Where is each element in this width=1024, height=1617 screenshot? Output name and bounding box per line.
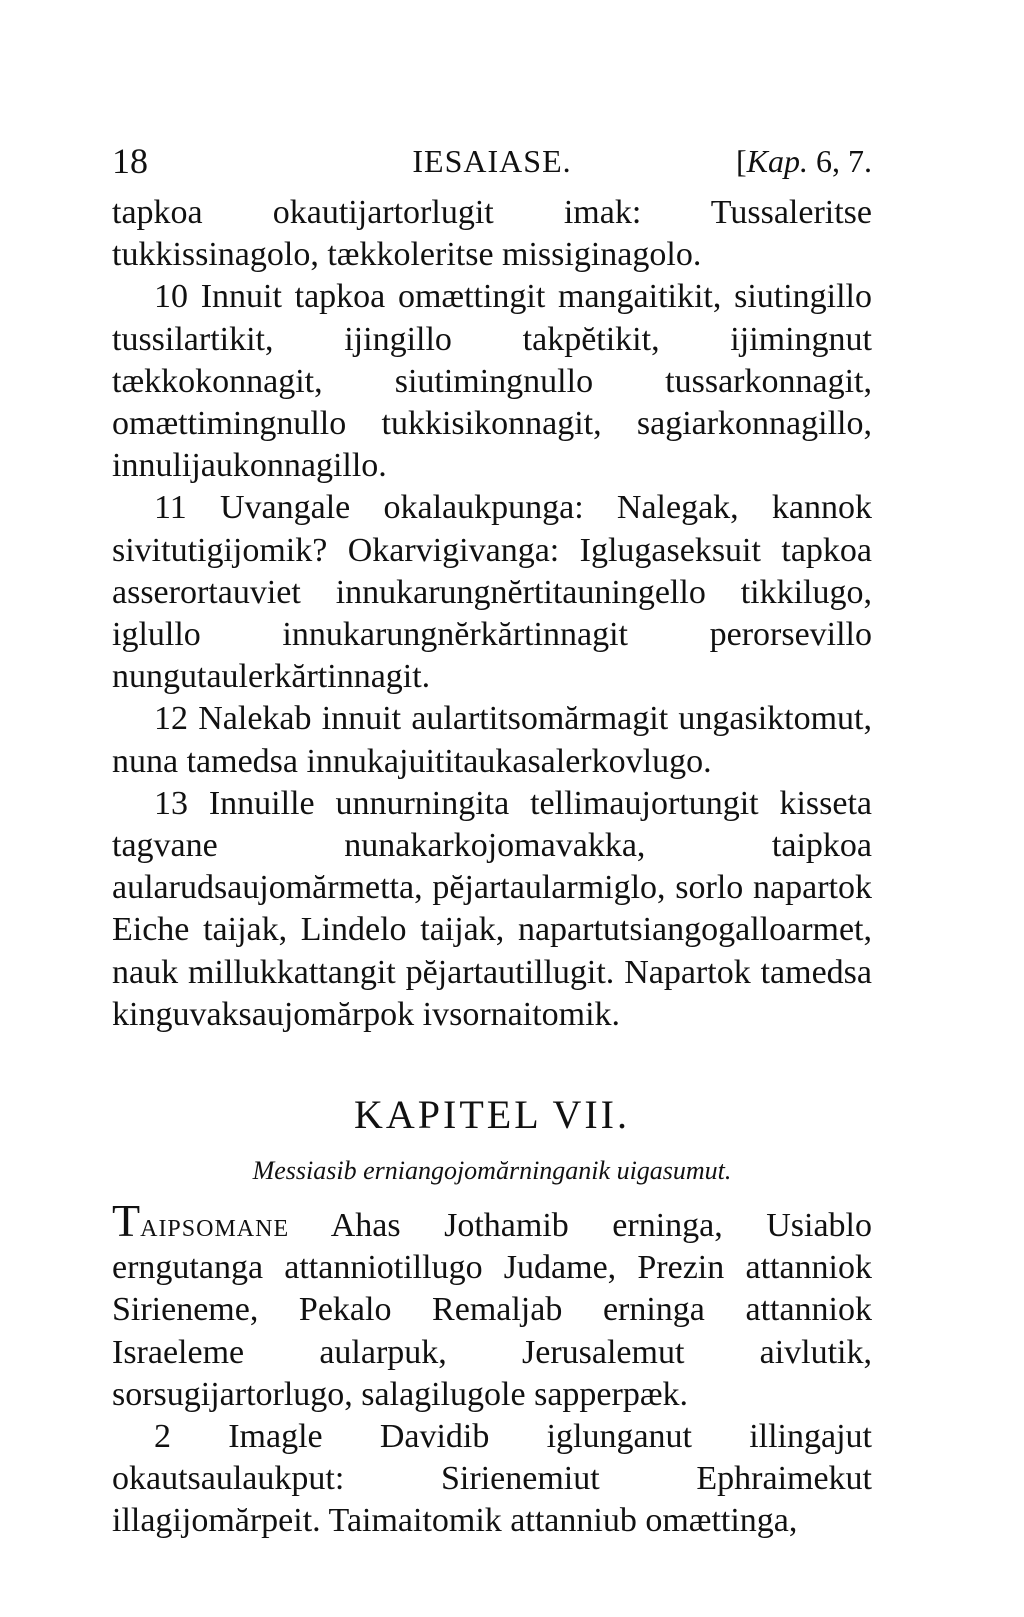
chapter-label: Kap. [746,143,808,179]
verse-11: 11 Uvangale okalaukpunga: Nalegak, kannok sivitutigijomik? Okarvigivanga: Iglugaseksuit tapkoa asserortauviet innukarungnĕrtitauningello tikkilugo, iglullo innukarungnĕrkărtinnagit perorsevillo nungutaulerkărtinnagit. [112,489,872,696]
running-head [112,138,872,184]
drop-cap: T [112,1195,141,1247]
chapter-opening-paragraph [112,1195,872,1416]
chapter-numbers: 6, 7. [816,143,872,179]
running-title: IESAIASE. [412,143,572,179]
chapter-reference: [Kap. 6, 7. [736,143,872,179]
verse-12: 12 Nalekab innuit aulartitsomărmagit ungasiktomut, nuna tamedsa innukajuititaukasalerkovlugo. [112,700,872,780]
verse-13: 13 Innuille unnurningita tellimaujortungit kisseta tagvane nunakarkojomavakka, taipkoa aularudsaujomărmetta, pĕjartaularmiglo, sorlo napartok Eiche taijak, Lindelo taijak, napartutsiangogalloarmet, nauk millukkattangit pĕjartautillugit. Napartok tamedsa kinguvaksaujomărpok ivsornaitomik. [112,784,872,1033]
page-number: 18 [112,141,148,181]
opening-text: Ahas Jothamib erninga, Usiablo erngutanga attanniotillugo Judame, Prezin attanniok Sirieneme, Pekalo Remaljab erninga attanniok Israeleme aularpuk, Jerusalemut aivlutik, sorsugijartorlugo, salagilugole sapperpæk. [112,1207,872,1413]
verse-10: 10 Innuit tapkoa omættingit mangaitikit, siutingillo tussilartikit, ijingillo takpĕtikit, ijimingnut tækkokonnagit, siutimingnullo tussarkonnagit, omættimingnullo tukkisikonnagit, sagiarkonnagillo, innulijaukonnagillo. [112,278,872,485]
book-page [112,138,872,1543]
chapter-summary: Messiasib erniangojomărninganik uigasumut. [252,1156,732,1186]
verse-2: 2 Imagle Davidib iglunganut illingajut okautsaulaukput: Sirienemiut Ephraimekut illagijomărpeit. Taimaitomik attanniub omættinga, [112,1418,872,1540]
body-text [112,192,872,1036]
chapter-heading: KAPITEL VII. [354,1092,630,1138]
opening-smallcaps: aipsomane [140,1207,290,1245]
paragraph-continuation: tapkoa okautijartorlugit imak: Tussaleritse tukkissinagolo, tækkoleritse missiginagolo. [112,194,872,274]
